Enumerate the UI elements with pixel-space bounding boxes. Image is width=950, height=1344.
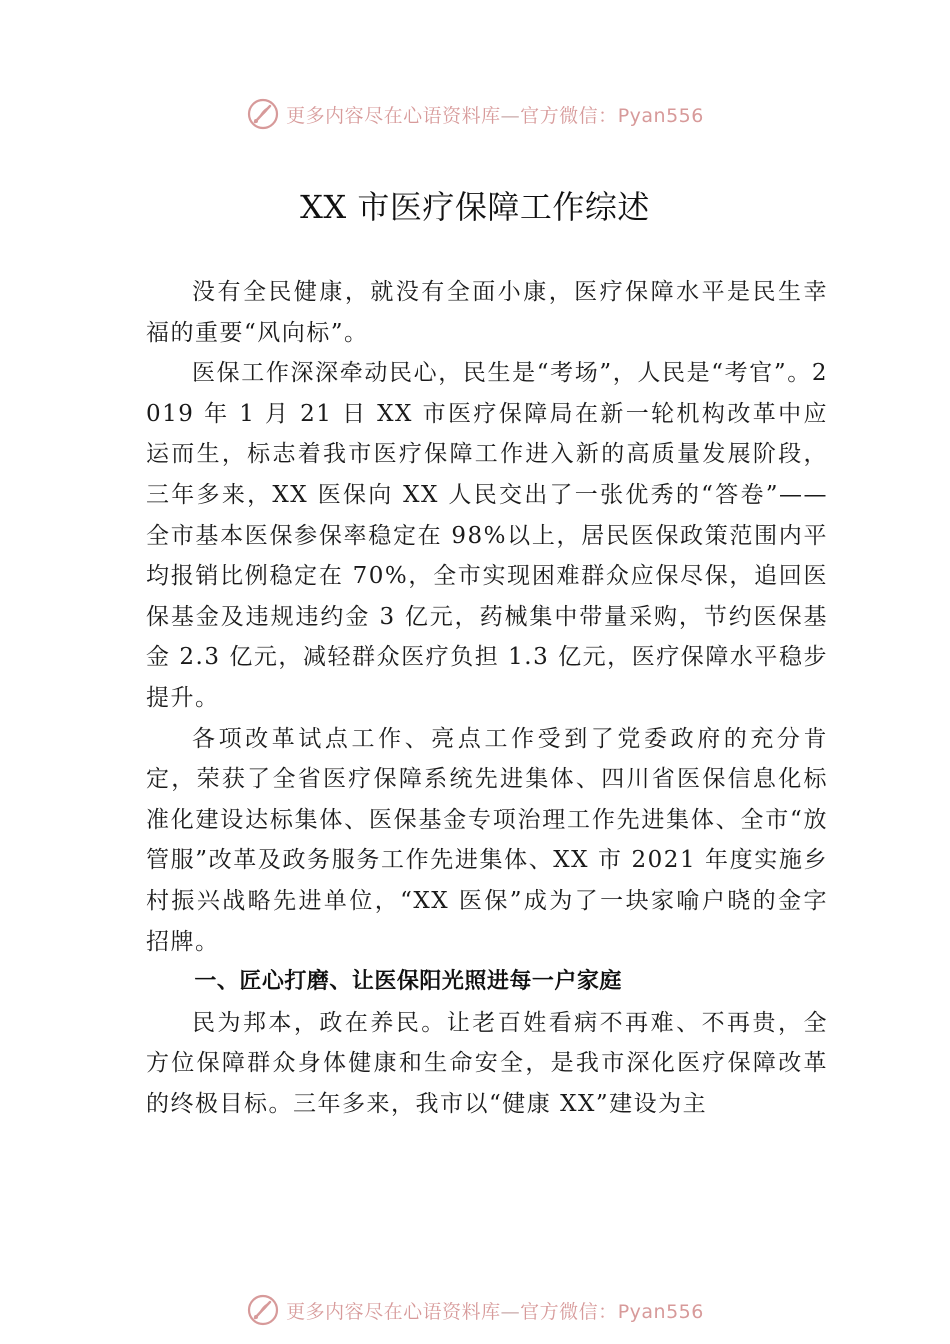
document-body [146,272,828,1124]
watermark-text [286,1297,704,1324]
section-paragraph: 民为邦本，政在养民。让老百姓看病不再难、不再贵，全方位保障群众身体健康和生命安全，是我市深化医疗保障改革的终极目标。三年多来，我市以“健康 XX”建设为主 [146,1009,828,1117]
watermark-site: 更多内容尽在心语资料库 [286,1300,501,1323]
body-paragraph: 各项改革试点工作、亮点工作受到了党委政府的充分肯定，荣获了全省医疗保障系统先进集体、四川省医保信息化标准化建设达标集体、医保基金专项治理工作先进集体、全市“放管服”改革及政务服务工作先进集体、XX 市 2021 年度实施乡村振兴战略先进单位，“XX 医保”成为了一块家喻户晓的金字招牌。 [146,725,828,955]
watermark-text [286,101,704,128]
watermark-label: 官方微信： [520,1300,618,1323]
watermark-site: 更多内容尽在心语资料库 [286,104,501,127]
document-title: XX 市医疗保障工作综述 [300,188,650,226]
watermark-id: Pyan556 [617,1300,704,1323]
footer-watermark [0,1290,950,1330]
header-watermark [0,94,950,134]
watermark-dash: — [500,104,521,127]
body-paragraph: 医保工作深深牵动民心，民生是“考场”，人民是“考官”。2019 年 1 月 21 日 XX 市医疗保障局在新一轮机构改革中应运而生，标志着我市医疗保障工作进入新的高质量发展阶段，三年多来，XX 医保向 XX 人民交出了一张优秀的“答卷”——全市基本医保参保率稳定在 98%以上，居民医保政策范围内平均报销比例稳定在 70%，全市实现困难群众应保尽保，追回医保基金及违规违约金 3 亿元，药械集中带量采购，节约医保基金 2.3 亿元，减轻群众医疗负担 1.3 亿元，医疗保障水平稳步提升。 [146,360,828,711]
body-paragraph: 没有全民健康，就没有全面小康，医疗保障水平是民生幸福的重要“风向标”。 [146,279,828,346]
watermark-label: 官方微信： [520,104,618,127]
quill-logo-icon [246,97,280,131]
watermark-id: Pyan556 [617,104,704,127]
watermark-dash: — [500,1300,521,1323]
quill-logo-icon [246,1293,280,1327]
section-heading: 一、匠心打磨、让医保阳光照进每一户家庭 [194,969,622,995]
